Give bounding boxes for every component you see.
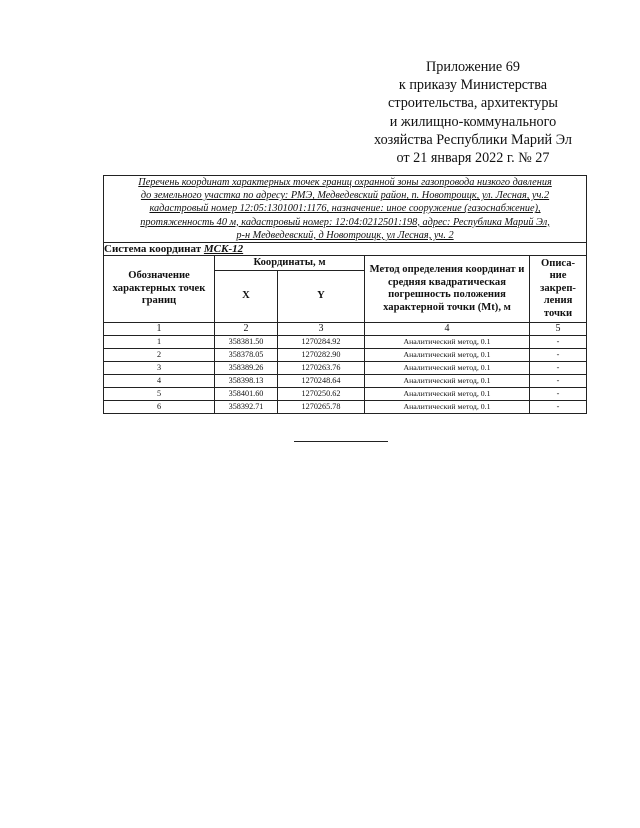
desc-value: -	[530, 375, 587, 388]
header-text: Метод определения координат и	[369, 264, 525, 276]
method-value: Аналитический метод, 0.1	[365, 401, 530, 414]
y-value: 1270265.78	[278, 401, 365, 414]
x-value: 358378.05	[215, 349, 278, 362]
point-id: 1	[104, 336, 215, 349]
header-text: ления	[543, 295, 573, 307]
column-number: 4	[365, 323, 530, 336]
table-row	[104, 336, 587, 349]
system-label: Система координат	[104, 243, 202, 256]
title-line: р-н Медведевский, д Новотроицк, ул Лесная, уч. 2	[236, 229, 454, 241]
table-row	[104, 401, 587, 414]
header-text: характерной точки (Mt), м	[383, 301, 511, 313]
header-text: средняя квадратическая	[388, 276, 506, 288]
y-value: 1270248.64	[278, 375, 365, 388]
table-row	[104, 388, 587, 401]
y-value: 1270282.90	[278, 349, 365, 362]
header-text: характерных точек	[112, 282, 206, 294]
point-id: 2	[104, 349, 215, 362]
x-value: 358398.13	[215, 375, 278, 388]
header-line: строительства, архитектуры	[388, 95, 558, 112]
method-value: Аналитический метод, 0.1	[365, 362, 530, 375]
y-value: 1270250.62	[278, 388, 365, 401]
system-name: МСК-12	[203, 243, 244, 256]
point-id: 3	[104, 362, 215, 375]
col-method-header	[365, 256, 530, 323]
col-y-header: Y	[278, 271, 365, 323]
x-value: 358392.71	[215, 401, 278, 414]
column-number: 5	[530, 323, 587, 336]
desc-value: -	[530, 349, 587, 362]
title-line: кадастровый номер 12:05:1301001:1176, назначение: иное сооружение (газоснабжение),	[149, 203, 541, 215]
table-title	[104, 176, 587, 243]
col-x-header: X	[215, 271, 278, 323]
point-id: 5	[104, 388, 215, 401]
col-coords-header: Координаты, м	[215, 256, 365, 271]
desc-value: -	[530, 362, 587, 375]
x-value: 358389.26	[215, 362, 278, 375]
header-line: хозяйства Республики Марий Эл	[374, 131, 572, 148]
table-row	[104, 362, 587, 375]
header-text: границ	[141, 295, 177, 307]
header-text: закреп-	[540, 282, 576, 294]
end-divider	[294, 441, 388, 442]
title-line: Перечень координат характерных точек границ охранной зоны газопровода низкого давления	[138, 177, 552, 188]
header-line: и жилищно-коммунального	[389, 113, 557, 130]
table-row	[104, 375, 587, 388]
coordinates-table	[103, 175, 587, 414]
coordinate-system	[104, 243, 587, 256]
title-line: протяженность 40 м, кадастровый номер: 12:04:0212501:198, адрес: Республика Марий Эл,	[140, 216, 550, 228]
column-number: 3	[278, 323, 365, 336]
desc-value: -	[530, 401, 587, 414]
method-value: Аналитический метод, 0.1	[365, 349, 530, 362]
column-number: 1	[104, 323, 215, 336]
y-value: 1270284.92	[278, 336, 365, 349]
y-value: 1270263.76	[278, 362, 365, 375]
table-row	[104, 349, 587, 362]
column-numbers-row	[104, 323, 587, 336]
title-line: до земельного участка по адресу: РМЭ, Медведевский район, п. Новотроицк, ул. Лесная, уч.2	[140, 190, 550, 202]
header-line: Приложение 69	[426, 59, 520, 75]
method-value: Аналитический метод, 0.1	[365, 388, 530, 401]
x-value: 358381.50	[215, 336, 278, 349]
desc-value: -	[530, 388, 587, 401]
col-desc-header	[530, 256, 587, 323]
header-text: Обозначение	[128, 270, 190, 282]
method-value: Аналитический метод, 0.1	[365, 375, 530, 388]
header-line: к приказу Министерства	[398, 77, 548, 94]
header-text: погрешность положения	[388, 289, 506, 301]
header-text: точки	[543, 307, 573, 319]
method-value: Аналитический метод, 0.1	[365, 336, 530, 349]
header-text: ние	[549, 270, 567, 282]
header-text: Описа-	[540, 257, 576, 269]
column-number: 2	[215, 323, 278, 336]
point-id: 4	[104, 375, 215, 388]
desc-value: -	[530, 336, 587, 349]
appendix-header	[348, 58, 598, 167]
header-line: от 21 января 2022 г. № 27	[396, 150, 550, 167]
point-id: 6	[104, 401, 215, 414]
col-point-header	[104, 256, 215, 323]
x-value: 358401.60	[215, 388, 278, 401]
